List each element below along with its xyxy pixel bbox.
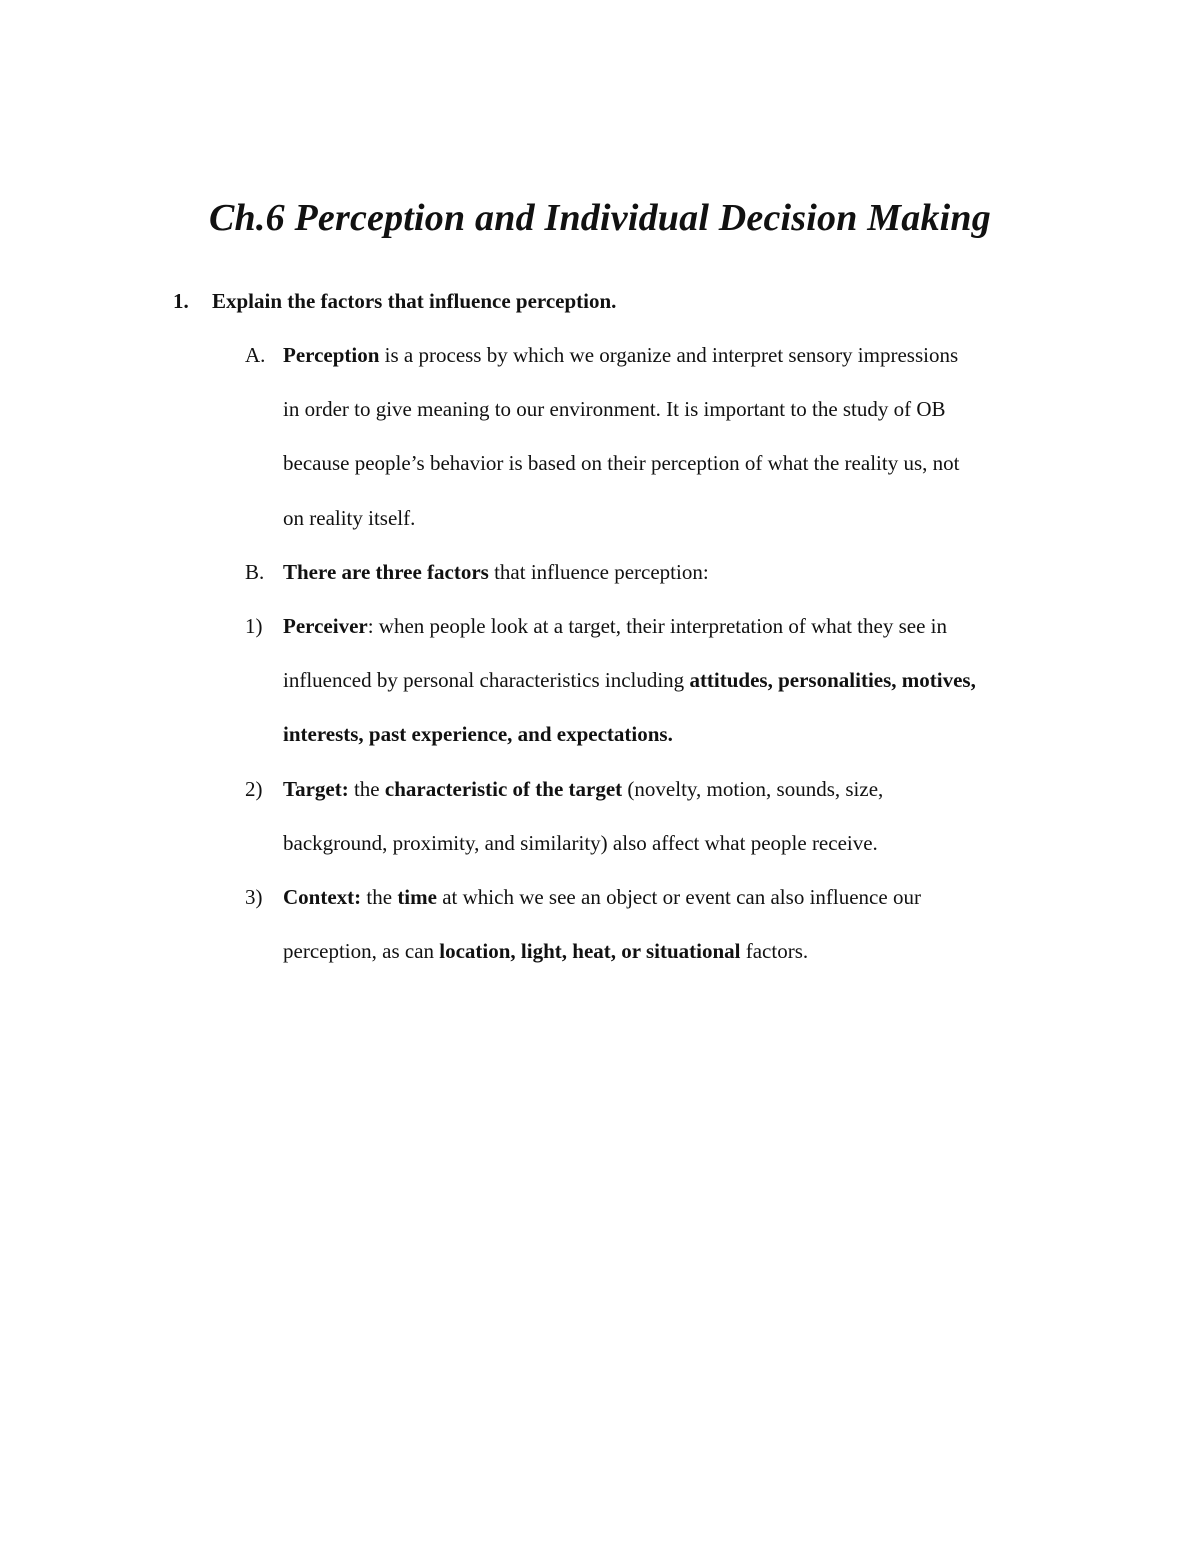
bold-text: Perceiver [283,614,368,638]
page-title: Ch.6 Perception and Individual Decision Making [209,197,991,239]
bold-text: Target: [283,777,349,801]
bold-text: characteristic of the target [384,777,623,801]
list-item-line [283,394,946,424]
text-run: the [361,885,398,909]
list-item-line [283,882,921,912]
text-run: perception, as can [283,939,440,963]
list-item-marker: 1) [245,614,263,638]
text-run: that influence perception: [488,560,709,584]
list-item-line [283,611,947,641]
list-item-line [283,448,959,478]
list-item-line [283,774,883,804]
text-run: on reality itself. [283,506,416,530]
bold-text: time [397,885,437,909]
text-run: is a process by which we organize and interpret sensory impressions [379,343,959,367]
text-run: in order to give meaning to our environment. It is important to the study of OB [283,397,946,421]
text-run: : when people look at a target, their interpretation of what they see in [367,614,947,638]
bold-text: Context: [283,885,362,909]
list-item-line [283,557,709,587]
bold-text: There are three factors [283,560,489,584]
list-item-marker: 3) [245,885,263,909]
text-run: because people’s behavior is based on their perception of what the reality us, not [283,451,960,475]
bold-text: attitudes, personalities, motives, [689,668,976,692]
list-item-line [283,340,958,370]
text-run: (novelty, motion, sounds, size, [622,777,884,801]
question-text: Explain the factors that influence perception. [212,289,617,313]
text-run: the [348,777,385,801]
list-item-marker: 2) [245,777,263,801]
question-number: 1. [173,289,189,313]
bold-text: location, light, heat, or situational [439,939,741,963]
list-item-marker: B. [245,560,265,584]
text-run: at which we see an object or event can also influence our [436,885,921,909]
text-run: background, proximity, and similarity) also affect what people receive. [283,831,878,855]
text-run: influenced by personal characteristics including [283,668,690,692]
list-item-marker: A. [245,343,266,367]
text-run: factors. [740,939,809,963]
list-item-line [283,936,808,966]
list-item-line [283,719,673,749]
list-item-line [283,828,878,858]
list-item-line [283,665,976,695]
bold-text: interests, past experience, and expectations. [283,722,673,746]
bold-text: Perception [283,343,380,367]
list-item-line [283,503,415,533]
